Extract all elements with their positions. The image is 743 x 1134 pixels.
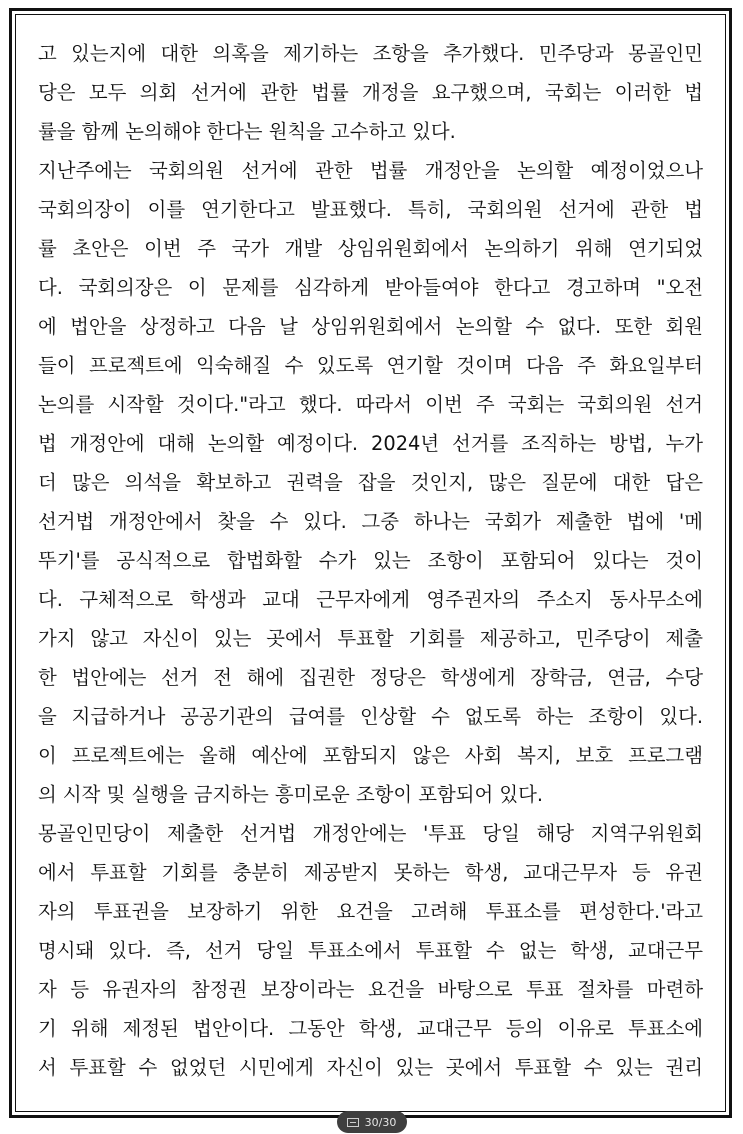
text-line: 을 지급하거나 공공기관의 급여를 인상할 수 없도록 하는 조항이 있다. <box>38 705 703 728</box>
document-body <box>38 34 703 1087</box>
text-line: 에서 투표할 기회를 충분히 제공받지 못하는 학생, 교대근무자 등 유권 <box>38 861 703 884</box>
text-line: 의 시작 및 실행을 금지하는 흥미로운 조항이 포함되어 있다. <box>38 783 544 806</box>
text-line: 논의를 시작할 것이다."라고 했다. 따라서 이번 주 국회는 국회의원 선거 <box>38 393 703 416</box>
text-line: 뚜기'를 공식적으로 합법화할 수가 있는 조항이 포함되어 있다는 것이 <box>38 549 703 572</box>
text-line: 한 법안에는 선거 전 해에 집권한 정당은 학생에게 장학금, 연금, 수당 <box>38 666 703 689</box>
page-indicator[interactable] <box>337 1111 407 1133</box>
text-line: 다. 구체적으로 학생과 교대 근무자에게 영주권자의 주소지 동사무소에 <box>38 588 703 611</box>
page-icon <box>347 1118 359 1127</box>
text-line: 명시돼 있다. 즉, 선거 당일 투표소에서 투표할 수 없는 학생, 교대근무 <box>38 939 703 962</box>
text-line: 다. 국회의장은 이 문제를 심각하게 받아들여야 한다고 경고하며 "오전 <box>38 276 703 299</box>
text-line: 몽골인민당이 제출한 선거법 개정안에는 '투표 당일 해당 지역구위원회 <box>38 822 703 845</box>
text-line: 서 투표할 수 없었던 시민에게 자신이 있는 곳에서 투표할 수 있는 권리 <box>38 1056 703 1079</box>
text-line: 더 많은 의석을 확보하고 권력을 잡을 것인지, 많은 질문에 대한 답은 <box>38 471 703 494</box>
text-line: 자의 투표권을 보장하기 위한 요건을 고려해 투표소를 편성한다.'라고 <box>38 900 703 923</box>
text-line: 법 개정안에 대해 논의할 예정이다. 2024년 선거를 조직하는 방법, 누가 <box>38 432 703 455</box>
text-line: 률을 함께 논의해야 한다는 원칙을 고수하고 있다. <box>38 120 456 143</box>
text-line: 률 초안은 이번 주 국가 개발 상임위원회에서 논의하기 위해 연기되었 <box>38 237 703 260</box>
page-indicator-label: 30/30 <box>364 1115 397 1129</box>
text-line: 당은 모두 의회 선거에 관한 법률 개정을 요구했으며, 국회는 이러한 법 <box>38 81 703 104</box>
text-line: 고 있는지에 대한 의혹을 제기하는 조항을 추가했다. 민주당과 몽골인민 <box>38 42 703 65</box>
text-line: 에 법안을 상정하고 다음 날 상임위원회에서 논의할 수 없다. 또한 회원 <box>38 315 703 338</box>
text-line: 선거법 개정안에서 찾을 수 있다. 그중 하나는 국회가 제출한 법에 '메 <box>38 510 703 533</box>
text-line: 지난주에는 국회의원 선거에 관한 법률 개정안을 논의할 예정이었으나 <box>38 159 703 182</box>
text-line: 자 등 유권자의 참정권 보장이라는 요건을 바탕으로 투표 절차를 마련하 <box>38 978 703 1001</box>
text-line: 들이 프로젝트에 익숙해질 수 있도록 연기할 것이며 다음 주 화요일부터 <box>38 354 703 377</box>
text-line: 가지 않고 자신이 있는 곳에서 투표할 기회를 제공하고, 민주당이 제출 <box>38 627 703 650</box>
text-line: 기 위해 제정된 법안이다. 그동안 학생, 교대근무 등의 이유로 투표소에 <box>38 1017 703 1040</box>
text-line: 이 프로젝트에는 올해 예산에 포함되지 않은 사회 복지, 보호 프로그램 <box>38 744 703 767</box>
text-line: 국회의장이 이를 연기한다고 발표했다. 특히, 국회의원 선거에 관한 법 <box>38 198 703 221</box>
